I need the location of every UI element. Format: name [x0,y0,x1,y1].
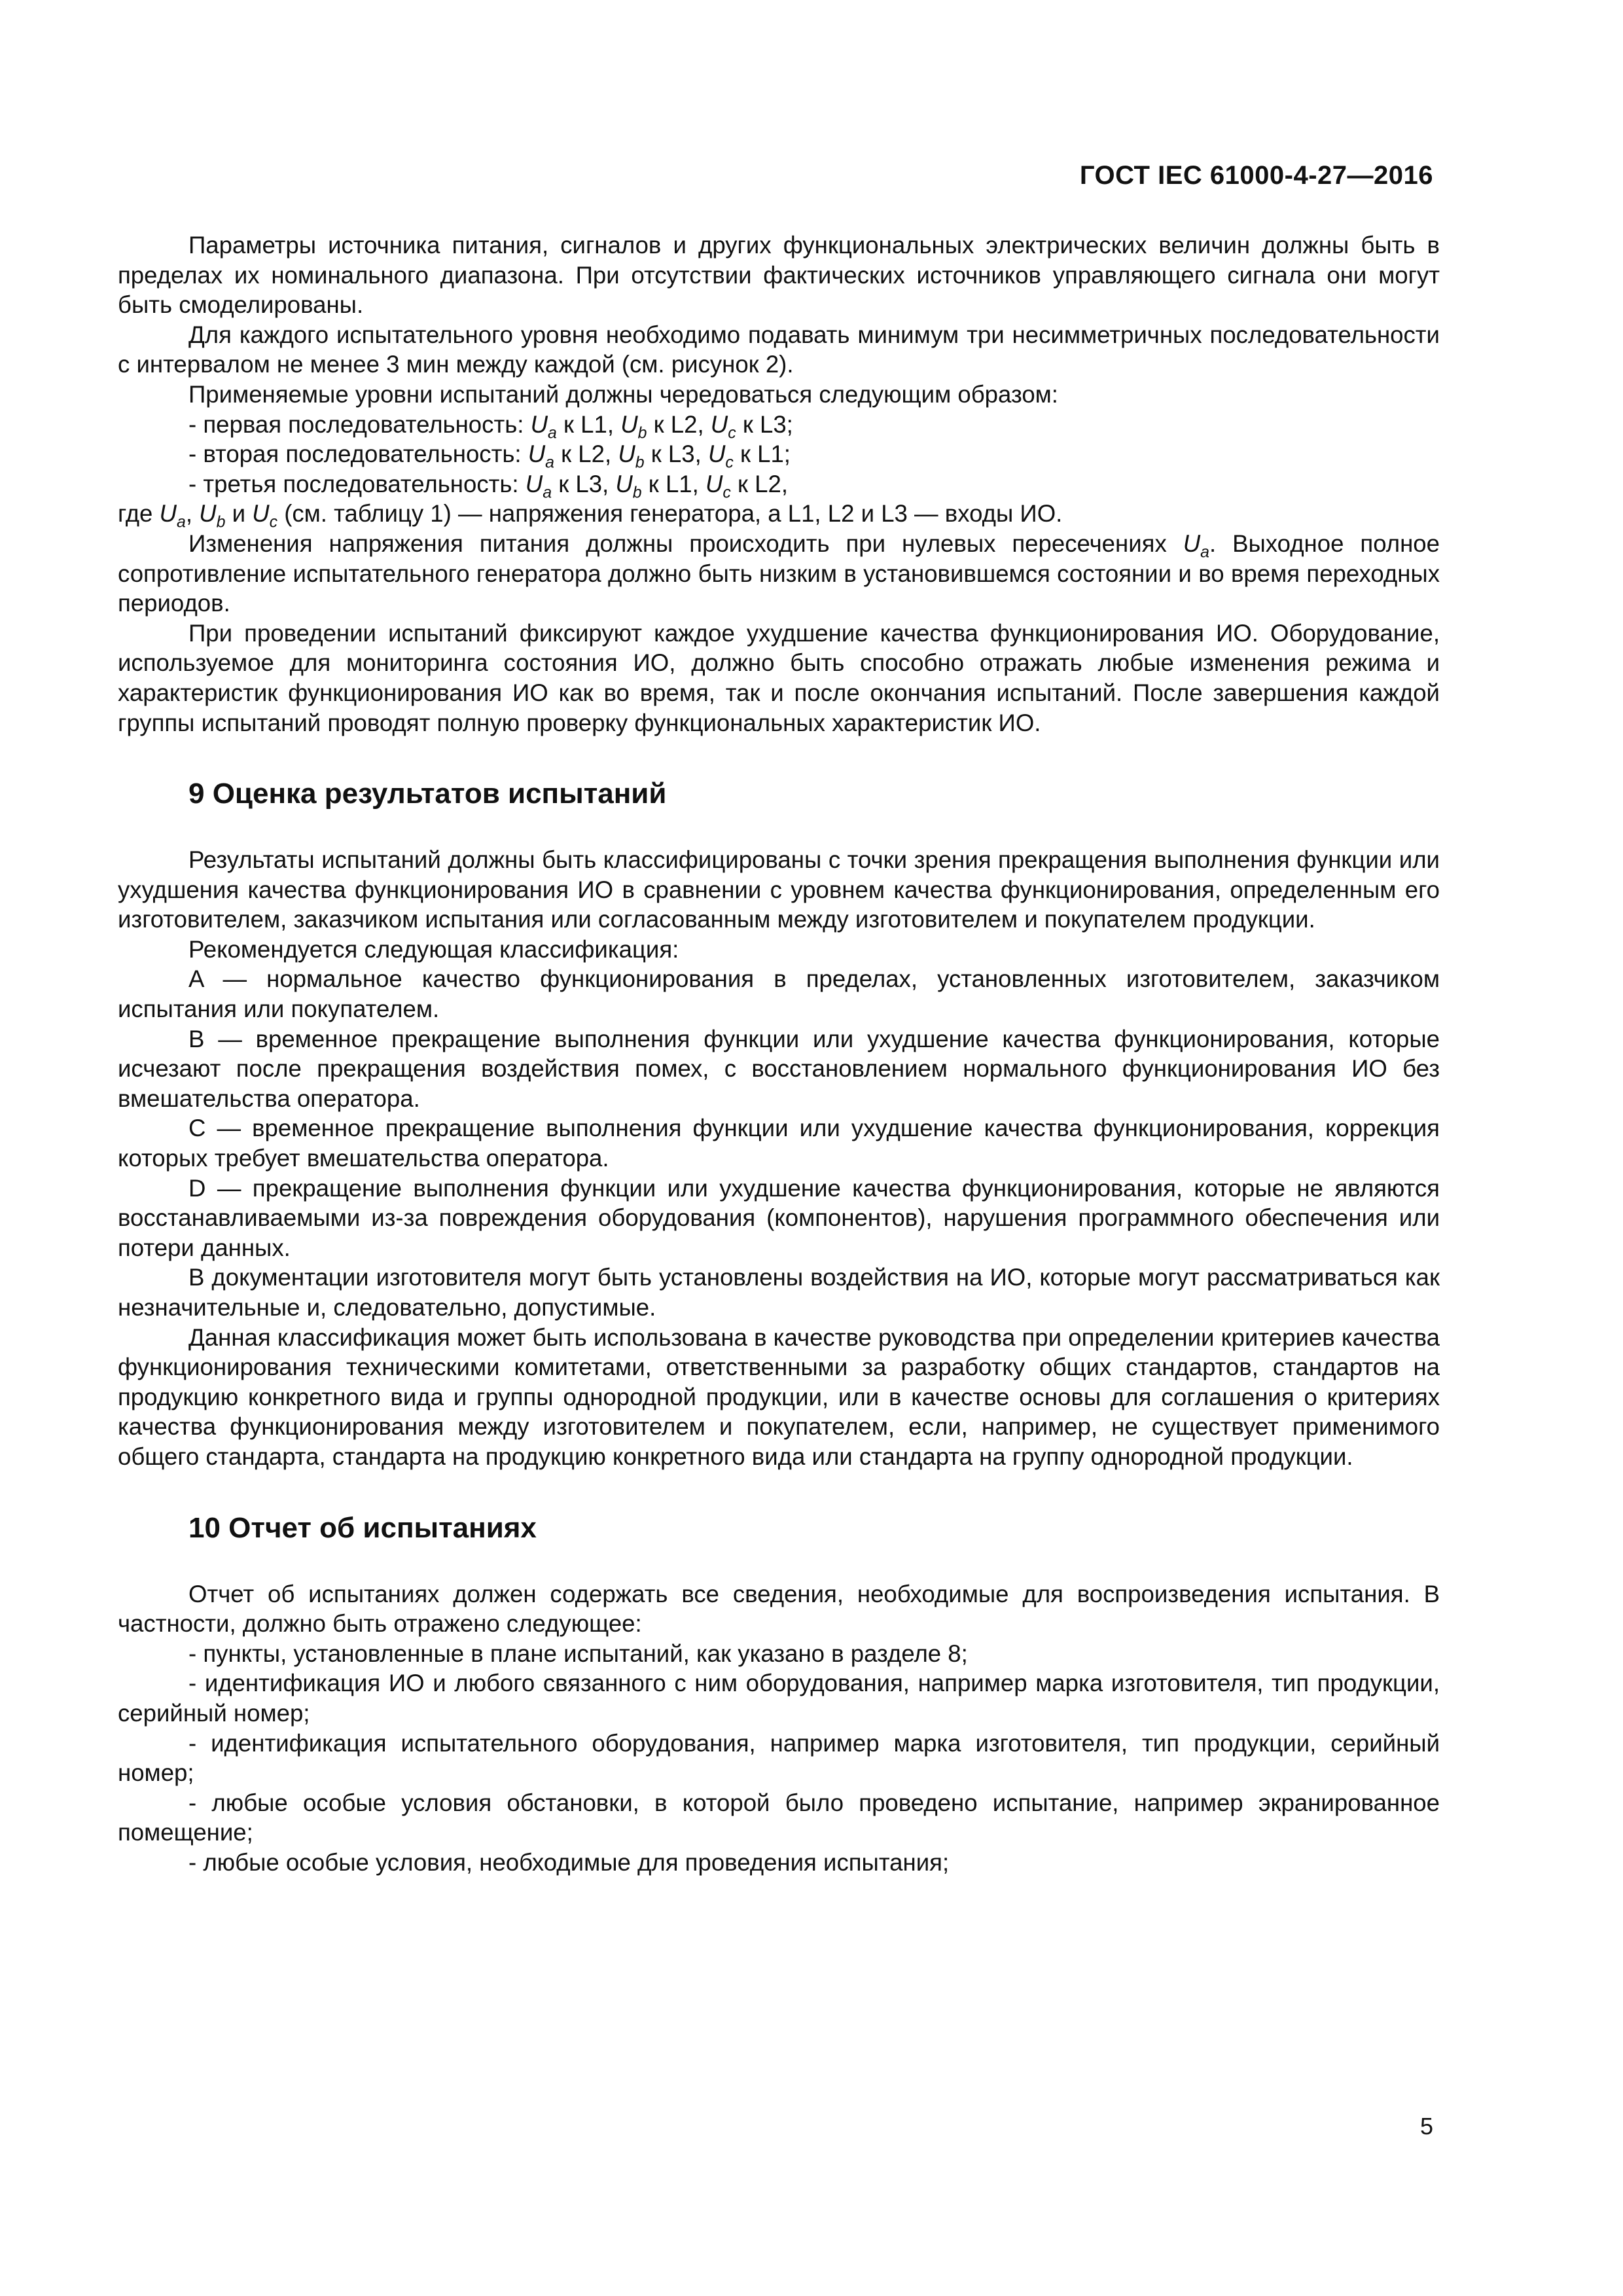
list-item: - идентификация ИО и любого связанного с ним оборудования, например марка изготовителя, тип продукции, серийный номер; [118,1670,1440,1727]
sequence-second: - вторая последовательность: $U_a$ к L2, $U_b$ к L3, $U_c$ к L1; [188,440,791,472]
page-number: 5 [1419,2113,1433,2140]
list-item: - пункты, установленные в плане испытаний, как указано в разделе 8; [188,1640,968,1667]
paragraph-monitoring: При проведении испытаний фиксируют каждое ухудшение качества функционирования ИО. Оборудование, используемое для мониторинга состояния ИО, должно быть способно отражать любые изменения режима и характеристик функционирования ИО как во время, так и после окончания испытаний. После завершения каждой группы испытаний проводят полную проверку функциональных характеристик ИО. [118,619,1440,736]
section-9-heading: 9 Оценка результатов испытаний [188,778,667,810]
paragraph-zero-crossing: Изменения напряжения питания должны происходить при нулевых пересечениях $U_a$. Выходное полное сопротивление испытательного генератора должно быть низким в установившемся состоянии и во время переходных периодов. [118,529,1440,617]
paragraph-where-definitions: где $U_a$, $U_b$ и $U_c$ (см. таблицу 1) — напряжения генератора, а L1, L2 и L3 — входы ИО. [118,500,1063,531]
paragraph-recommended-classification: Рекомендуется следующая классификация: [188,935,679,963]
paragraph-sequences-count: Для каждого испытательного уровня необходимо подавать минимум три несимметричных последовательности с интервалом не менее 3 мин между каждой (см. рисунок 2). [118,321,1440,378]
paragraph-manufacturer-documentation: В документации изготовителя могут быть установлены воздействия на ИО, которые могут рассматриваться как незначительные и, следовательно, допустимые. [118,1264,1440,1321]
paragraph-power-parameters: Параметры источника питания, сигналов и других функциональных электрических величин должны быть в пределах их номинального диапазона. При отсутствии фактических источников управляющего сигнала они могут быть смоделированы. [118,232,1440,319]
sequence-first: - первая последовательность: $U_a$ к L1, $U_b$ к L2, $U_c$ к L3; [188,410,793,442]
standard-code-header: ГОСТ IEC 61000-4-27—2016 [1079,161,1433,190]
class-a-item: A — нормальное качество функционирования в пределах, установленных изготовителем, заказчиком испытания или покупателем. [118,965,1440,1023]
sequence-third: - третья последовательность: $U_a$ к L3, $U_b$ к L1, $U_c$ к L2, [188,470,789,502]
page-content [118,230,1440,1878]
list-item: - любые особые условия, необходимые для проведения испытания; [188,1848,950,1876]
list-item: - любые особые условия обстановки, в которой было проведено испытание, например экранированное помещение; [118,1789,1440,1846]
paragraph-report-contents: Отчет об испытаниях должен содержать все сведения, необходимые для воспроизведения испытания. В частности, должно быть отражено следующее: [118,1580,1440,1638]
class-c-item: C — временное прекращение выполнения функции или ухудшение качества функционирования, коррекция которых требует вмешательства оператора. [118,1115,1440,1172]
paragraph-results-classification: Результаты испытаний должны быть классифицированы с точки зрения прекращения выполнения функции или ухудшения качества функционирования ИО в сравнении с уровнем качества функционирования, определенным его изготовителем, заказчиком испытания или согласованным между изготовителем и покупателем продукции. [118,846,1440,933]
paragraph-classification-guidance: Данная классификация может быть использована в качестве руководства при определении критериев качества функционирования техническими комитетами, ответственными за разработку общих стандартов, стандартов на продукцию конкретного вида и группы однородной продукции, или в качестве основы для соглашения о критериях качества функционирования между изготовителем и покупателем, если, например, не существует применимого общего стандарта, стандарта на продукцию конкретного вида или стандарта на группу однородной продукции. [118,1323,1440,1470]
paragraph-levels-alternation: Применяемые уровни испытаний должны чередоваться следующим образом: [188,380,1058,408]
class-d-item: D — прекращение выполнения функции или ухудшение качества функционирования, которые не являются восстанавливаемыми из-за повреждения оборудования (компонентов), нарушения программного обеспечения или потери данных. [118,1174,1440,1261]
class-b-item: B — временное прекращение выполнения функции или ухудшение качества функционирования, которые исчезают после прекращения воздействия помех, с восстановлением нормального функционирования ИО без вмешательства оператора. [118,1025,1440,1112]
section-10-heading: 10 Отчет об испытаниях [188,1511,537,1544]
list-item: - идентификация испытательного оборудования, например марка изготовителя, тип продукции, серийный номер; [118,1729,1440,1787]
